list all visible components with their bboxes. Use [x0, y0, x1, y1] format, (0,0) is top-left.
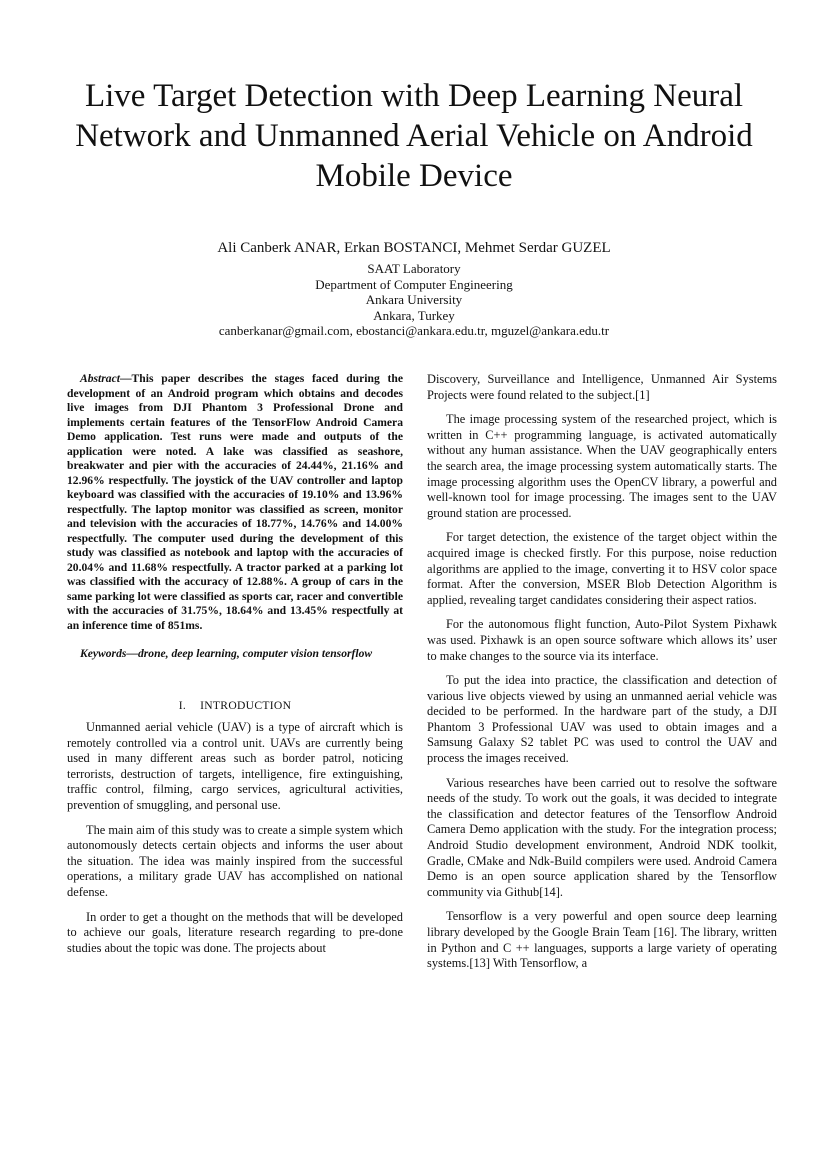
- paragraph: To put the idea into practice, the classification and detection of various live objects viewed by using an unmanned aerial vehicle was decided to be performed. In the hardware part of the study, a DJI Phantom 3 Professional UAV was used to obtain images and a Samsung Galaxy S2 tablet PC was used to control the UAV and process the images received.: [427, 673, 777, 766]
- paragraph: Discovery, Surveillance and Intelligence, Unmanned Air Systems Projects were found related to the subject.[1]: [427, 372, 777, 402]
- paragraph: The image processing system of the researched project, which is written in C++ programming language, is activated automatically without any human assistance. When the UAV geographically enters the search area, the image processing system automatically starts. The image processing algorithm uses the OpenCV library, a powerful and well-known tool for image processing. The images sent to the UAV ground station are processed.: [427, 412, 777, 520]
- right-column: [427, 372, 777, 981]
- paragraph: Tensorflow is a very powerful and open source deep learning library developed by the Google Brain Team [16]. The library, written in Python and C ++ languages, supports a large variety of operating systems.[13] With Tensorflow, a: [427, 909, 777, 971]
- paragraph: Unmanned aerial vehicle (UAV) is a type of aircraft which is remotely controlled via a control unit. UAVs are currently being used in many different areas such as border patrol, noticing terrorists, destruction of targets, intelligence, fire extinguishing, traffic control, filming, cargo services, agricultural activities, prevention of smuggling, and personal use.: [67, 720, 403, 813]
- affiliation-block: [40, 261, 788, 339]
- paper-title: Live Target Detection with Deep Learning Neural Network and Unmanned Aerial Vehicle on Android Mobile Device: [75, 78, 753, 194]
- paragraph: In order to get a thought on the methods that will be developed to achieve our goals, literature research regarding to pre-done studies about the topic was done. The projects about: [67, 909, 403, 955]
- author-list: Ali Canberk ANAR, Erkan BOSTANCI, Mehmet Serdar GUZEL: [217, 240, 611, 256]
- paragraph: For the autonomous flight function, Auto-Pilot System Pixhawk was used. Pixhawk is an open source software which allows its’ user to make changes to the source via its interface.: [427, 617, 777, 663]
- affiliation-emails: canberkanar@gmail.com, ebostanci@ankara.edu.tr, mguzel@ankara.edu.tr: [218, 323, 610, 338]
- affiliation-department: Department of Computer Engineering: [315, 276, 513, 292]
- abstract-text: —This paper describes the stages faced during the development of an Android program which obtains and decodes live images from DJI Phantom 3 Professional Drone and implements certain features of the TensorFlow Android Camera Demo application. Test runs were made and outputs of the application were noted. A lake was classified as seashore, breakwater and pier with the accuracies of 24.44%, 21.16% and 12.96% respectfully. The joystick of the UAV controller and laptop keyboard was classified with the accuracies of 19.10% and 13.96% respectfully. The laptop monitor was classified as screen, monitor and television with the accuracies of 18.77%, 14.76% and 14.00% respectfully. The computer used during the development of this study was classified as notebook and laptop with the accuracies of 20.04% and 11.68% respectfully. A tractor parked at a parking lot was classified with the accuracy of 12.88%. A group of cars in the same parking lot were classified as sports car, racer and convertible with the accuracies of 31.75%, 18.64% and 13.45% respectfully at an inference time of 851ms.: [67, 372, 403, 632]
- section-number: I.: [178, 698, 187, 712]
- keywords: Keywords—drone, deep learning, computer vision tensorflow: [80, 647, 373, 660]
- paragraph: The main aim of this study was to create a simple system which autonomously detects certain objects and informs the user about the situation. The idea was mainly inspired from the successful operations, a military grade UAV has accomplished on national defense.: [67, 822, 403, 900]
- abstract: [67, 372, 403, 633]
- left-column: [67, 372, 403, 965]
- section-heading-introduction: [67, 698, 403, 714]
- affiliation-university: Ankara University: [365, 292, 463, 307]
- section-title-initial: I: [200, 698, 205, 712]
- paragraph: Various researches have been carried out to resolve the software needs of the study. To work out the goals, it was decided to integrate the classification and detector features of the Tensorflow Android Camera Demo application with the study. For the integration process; Android Studio development environment, Android NDK toolkit, Gradle, CMake and Ndk-Build compilers were used. Android Camera Demo is an open source application shared by the Tensorflow community via Github[14].: [427, 775, 777, 899]
- affiliation-lab: SAAT Laboratory: [367, 261, 461, 276]
- paragraph: For target detection, the existence of the target object within the acquired image is checked firstly. For this purpose, noise reduction algorithms are applied to the image, converting it to HSV color space format. After the conversion, MSER Blob Detection Algorithm is applied, revealing target candidates considering their aspect ratios.: [427, 530, 777, 607]
- abstract-label: Abstract: [80, 372, 120, 385]
- affiliation-location: Ankara, Turkey: [373, 307, 455, 323]
- section-title-rest: NTRODUCTION: [204, 698, 292, 712]
